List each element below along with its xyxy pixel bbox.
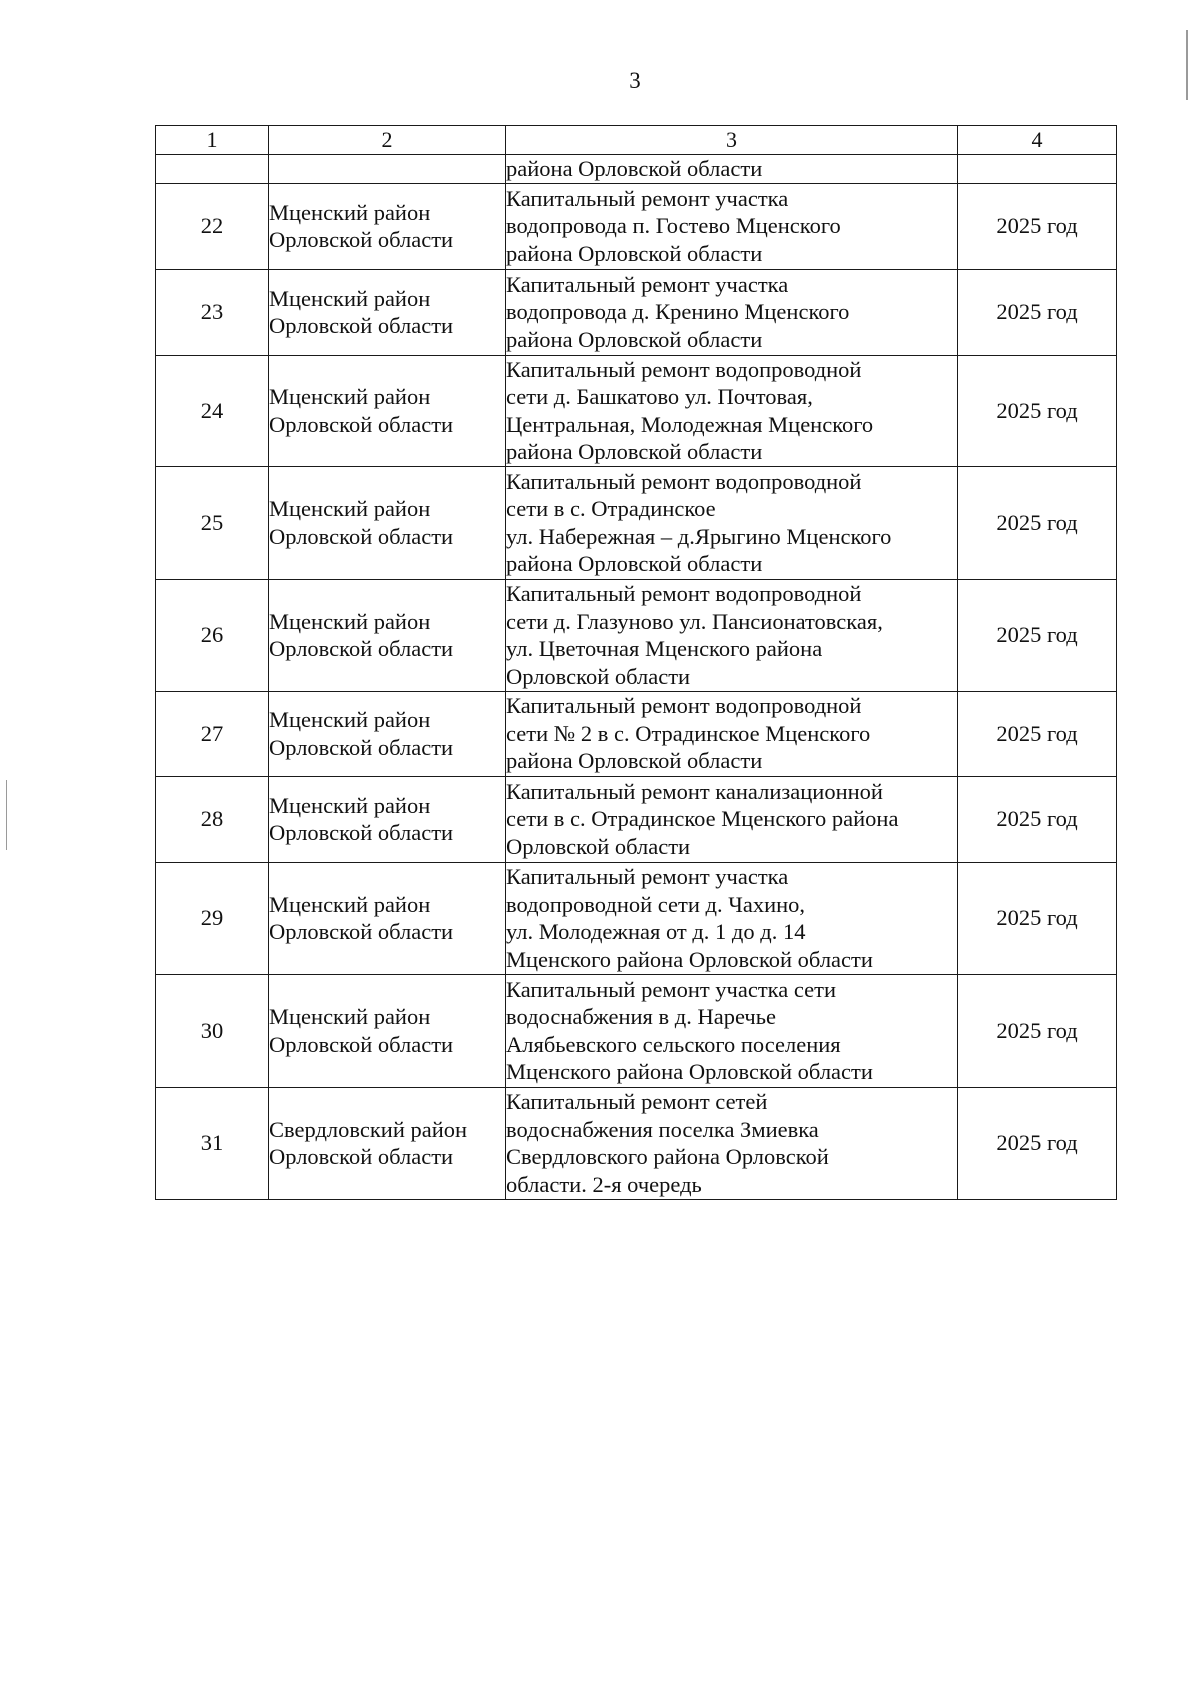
description-line: Орловской области — [506, 833, 691, 859]
region-line: Орловской области — [269, 1031, 454, 1057]
row-number-cell: 22 — [156, 183, 269, 269]
description-line: Капитальный ремонт водопроводной — [506, 356, 862, 382]
region-cell — [269, 776, 506, 862]
description-line: Центральная, Молодежная Мценского — [506, 411, 874, 437]
description-line: Мценского района Орловской области — [506, 1059, 873, 1084]
row-number-cell: 29 — [156, 862, 269, 974]
description-cell — [506, 1087, 958, 1199]
description-line: ул. Набережная – д.Ярыгино Мценского — [506, 523, 892, 549]
row-number-cell: 30 — [156, 974, 269, 1087]
year-cell: 2025 год — [958, 974, 1117, 1087]
region-line: Орловской области — [269, 636, 454, 661]
scan-edge-mark — [6, 780, 7, 850]
year-cell: 2025 год — [958, 466, 1117, 579]
page-number: 3 — [629, 68, 641, 93]
description-line: сети в с. Отрадинское Мценского района — [506, 806, 899, 832]
table-row — [156, 269, 1117, 355]
description-line: сети д. Глазуново ул. Пансионатовская, — [506, 608, 883, 634]
description-cell — [506, 183, 958, 269]
description-line: сети № 2 в с. Отрадинское Мценского — [506, 720, 871, 746]
description-line: Капитальный ремонт сетей — [506, 1089, 768, 1114]
column-header-4: 4 — [958, 126, 1117, 155]
year-cell — [958, 155, 1117, 184]
table-header-row — [156, 126, 1117, 155]
region-line: Орловской области — [269, 523, 454, 549]
description-line: сети в с. Отрадинское — [506, 496, 716, 521]
description-cell — [506, 776, 958, 862]
table-row — [156, 1087, 1117, 1199]
row-number-cell: 31 — [156, 1087, 269, 1199]
description-line: района Орловской области — [506, 326, 763, 352]
projects-table — [155, 125, 1117, 1200]
region-line: Свердловский район — [269, 1116, 468, 1142]
description-line: сети д. Башкатово ул. Почтовая, — [506, 384, 813, 409]
description-line: водопровода д. Кренино Мценского — [506, 299, 850, 325]
year-cell: 2025 год — [958, 1087, 1117, 1199]
description-line: Орловской области — [506, 663, 691, 689]
region-cell — [269, 862, 506, 974]
region-line: Мценский район — [269, 384, 431, 409]
description-cell — [506, 862, 958, 974]
region-line: Мценский район — [269, 1004, 431, 1029]
row-number-cell: 23 — [156, 269, 269, 355]
description-line: Капитальный ремонт водопроводной — [506, 468, 862, 494]
table-row — [156, 579, 1117, 691]
description-line: Капитальный ремонт водопроводной — [506, 693, 862, 719]
region-cell — [269, 579, 506, 691]
description-cell — [506, 466, 958, 579]
description-line: водопроводной сети д. Чахино, — [506, 891, 806, 917]
region-line: Мценский район — [269, 707, 431, 732]
description-line: водоснабжения поселка Змиевка — [506, 1116, 819, 1142]
description-line: Капитальный ремонт участка — [506, 185, 789, 211]
region-line: Мценский район — [269, 792, 431, 818]
row-number-cell: 25 — [156, 466, 269, 579]
year-cell: 2025 год — [958, 691, 1117, 776]
description-cell — [506, 974, 958, 1087]
description-cell — [506, 579, 958, 691]
region-line: Орловской области — [269, 1144, 454, 1169]
region-line: Мценский район — [269, 496, 431, 521]
region-line: Орловской области — [269, 411, 454, 437]
column-header-2: 2 — [269, 126, 506, 155]
year-cell: 2025 год — [958, 862, 1117, 974]
description-line: Капитальный ремонт водопроводной — [506, 581, 862, 606]
description-line: Мценского района Орловской области — [506, 946, 873, 972]
table-row — [156, 183, 1117, 269]
region-cell — [269, 1087, 506, 1199]
region-line: Орловской области — [269, 313, 454, 338]
region-cell — [269, 155, 506, 184]
year-cell: 2025 год — [958, 579, 1117, 691]
description-line: ул. Молодежная от д. 1 до д. 14 — [506, 919, 806, 944]
region-cell — [269, 269, 506, 355]
table-row — [156, 466, 1117, 579]
description-line: водопровода п. Гостево Мценского — [506, 213, 841, 239]
description-line: водоснабжения в д. Наречье — [506, 1004, 776, 1029]
region-line: Мценский район — [269, 891, 431, 917]
year-cell: 2025 год — [958, 776, 1117, 862]
region-line: Мценский район — [269, 199, 431, 225]
description-line: Капитальный ремонт участка сети — [506, 976, 837, 1002]
region-line: Мценский район — [269, 285, 431, 311]
row-number-cell: 26 — [156, 579, 269, 691]
description-line: Капитальный ремонт участка — [506, 271, 789, 297]
description-line: района Орловской области — [506, 156, 763, 181]
description-cell — [506, 269, 958, 355]
region-cell — [269, 691, 506, 776]
region-line: Орловской области — [269, 227, 454, 252]
description-cell — [506, 691, 958, 776]
description-line: области. 2-я очередь — [506, 1171, 702, 1197]
region-line: Мценский район — [269, 608, 431, 634]
description-line: района Орловской области — [506, 551, 763, 576]
year-cell: 2025 год — [958, 355, 1117, 466]
description-line: района Орловской области — [506, 439, 763, 464]
description-cell — [506, 155, 958, 184]
description-line: Капитальный ремонт участка — [506, 864, 789, 889]
row-number-cell: 27 — [156, 691, 269, 776]
row-number-cell: 28 — [156, 776, 269, 862]
table-row-continuation — [156, 155, 1117, 184]
table-body — [156, 155, 1117, 1200]
region-cell — [269, 183, 506, 269]
scan-edge-mark — [1186, 30, 1188, 100]
region-line: Орловской области — [269, 820, 454, 845]
column-header-1: 1 — [156, 126, 269, 155]
year-cell: 2025 год — [958, 183, 1117, 269]
row-number-cell: 24 — [156, 355, 269, 466]
table-row — [156, 862, 1117, 974]
region-cell — [269, 355, 506, 466]
year-cell: 2025 год — [958, 269, 1117, 355]
table-row — [156, 691, 1117, 776]
description-line: Алябьевского сельского поселения — [506, 1031, 841, 1057]
description-line: Капитальный ремонт канализационной — [506, 778, 883, 804]
description-line: ул. Цветочная Мценского района — [506, 636, 823, 661]
description-cell — [506, 355, 958, 466]
row-number-cell — [156, 155, 269, 184]
region-cell — [269, 466, 506, 579]
table-row — [156, 355, 1117, 466]
table-row — [156, 776, 1117, 862]
column-header-3: 3 — [506, 126, 958, 155]
region-cell — [269, 974, 506, 1087]
table-row — [156, 974, 1117, 1087]
description-line: района Орловской области — [506, 240, 763, 266]
description-line: района Орловской области — [506, 748, 763, 774]
region-line: Орловской области — [269, 734, 454, 760]
description-line: Свердловского района Орловской — [506, 1144, 829, 1169]
region-line: Орловской области — [269, 919, 454, 944]
